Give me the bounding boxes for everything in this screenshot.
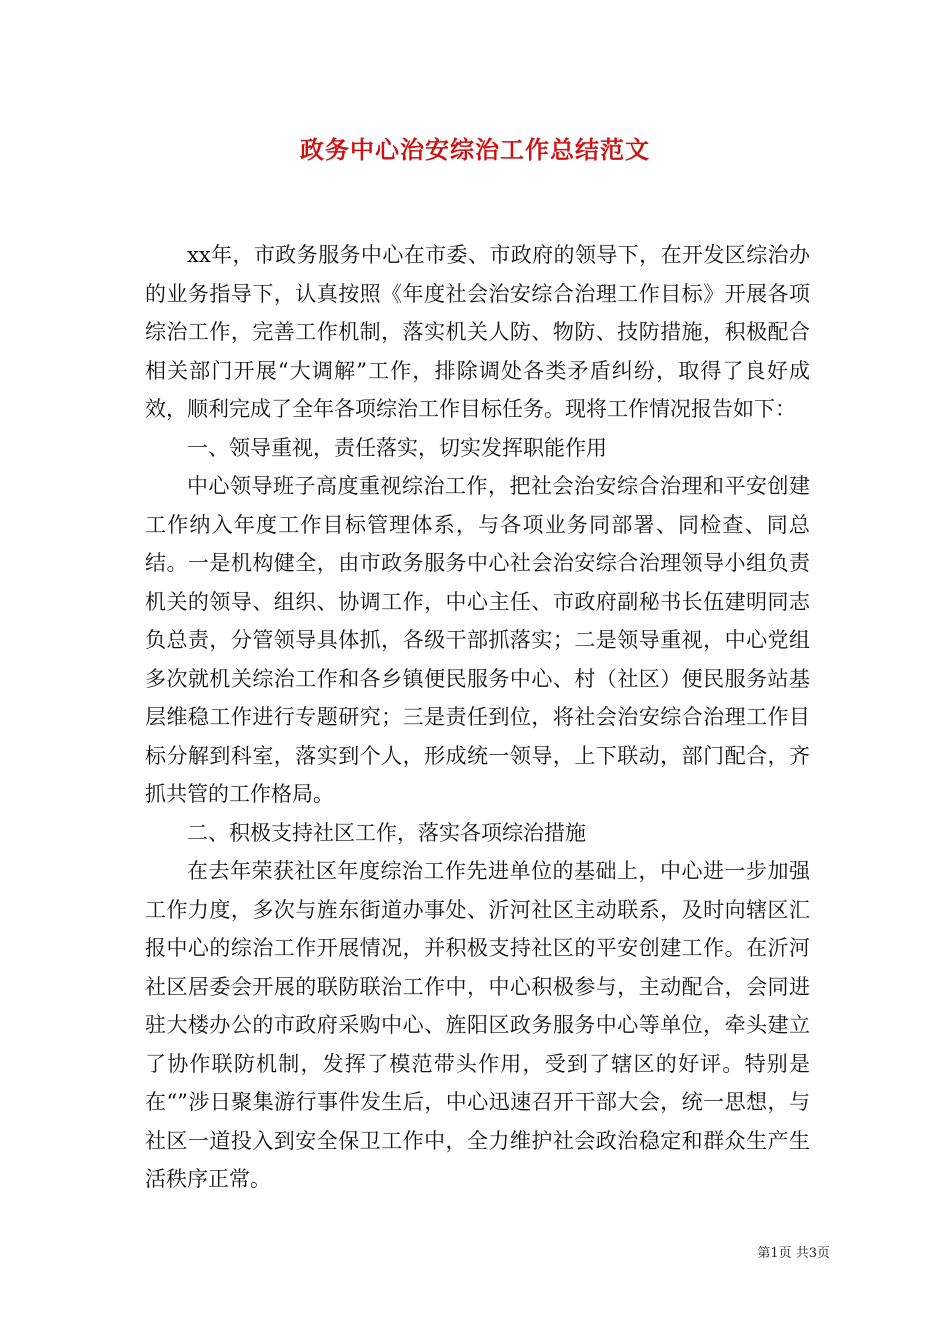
document-title: 政务中心治安综治工作总结范文 (300, 135, 650, 164)
section-2-paragraph: 在去年荣获社区年度综治工作先进单位的基础上，中心进一步加强工作力度，多次与旌东街道办事处、沂河社区主动联系，及时向辖区汇报中心的综治工作开展情况，并积极支持社区的平安创建工作。在沂河社区居委会开展的联防联治工作中，中心积极参与，主动配合，会同进驻大楼办公的市政府采购中心、旌阳区政务服务中心等单位，牵头建立了协作联防机制，发挥了模范带头作用，受到了辖区的好评。特别是在“”涉日聚集游行事件发生后，中心迅速召开干部大会，统一思想，与社区一道投入到安全保卫工作中，全力维护社会政治稳定和群众生产生活秩序正常。 (145, 859, 810, 1191)
section-heading-1: 一、领导重视，责任落实，切实发挥职能作用 (187, 435, 607, 460)
document-body (145, 236, 810, 1199)
section-1-paragraph: 中心领导班子高度重视综治工作，把社会治安综合治理和平安创建工作纳入年度工作目标管理体系，与各项业务同部署、同检查、同总结。一是机构健全，由市政务服务中心社会治安综合治理领导小组负责机关的领导、组织、协调工作，中心主任、市政府副秘书长伍建明同志负总责，分管领导具体抓，各级干部抓落实；二是领导重视，中心党组多次就机关综治工作和各乡镇便民服务中心、村（社区）便民服务站基层维稳工作进行专题研究；三是责任到位，将社会治安综合治理工作目标分解到科室，落实到个人，形成统一领导，上下联动，部门配合，齐抓共管的工作格局。 (145, 474, 810, 806)
intro-paragraph: xx年，市政务服务中心在市委、市政府的领导下，在开发区综治办的业务指导下，认真按照《年度社会治安综合治理工作目标》开展各项综治工作，完善工作机制，落实机关人防、物防、技防措施，积极配合相关部门开展“大调解”工作，排除调处各类矛盾纠纷，取得了良好成效，顺利完成了全年各项综治工作目标任务。现将工作情况报告如下： (145, 243, 810, 421)
page-number-footer: 第1页 共3页 (757, 1246, 830, 1261)
section-heading-2: 二、积极支持社区工作，落实各项综治措施 (187, 820, 586, 845)
